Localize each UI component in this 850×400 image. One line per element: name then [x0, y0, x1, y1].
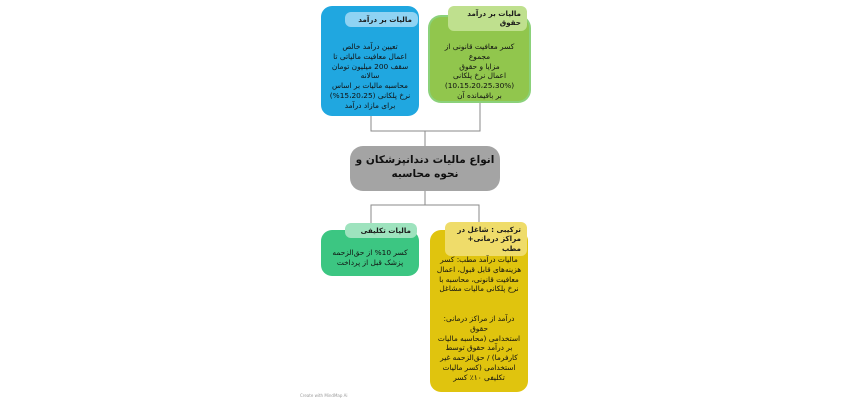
connector-salary	[425, 101, 480, 131]
watermark-footnote: Create with MindMap Ai	[300, 393, 348, 398]
connector-mixed	[425, 205, 479, 222]
central-topic-title: انواع مالیات دندانپزشکان و نحوه محاسبه	[355, 154, 495, 180]
node-income-tax-body: تعیین درآمد خالص اعمال معافیت مالیاتی تا سقف 200 میلیون تومان سالانه محاسبه مالیات بر اساس نرخ پلکانی (15،20،25%) برای مازاد درآمد	[329, 42, 411, 110]
node-duty-tax-body: کسر 10% از حق‌الزحمه پزشک قبل از پرداخت	[332, 248, 408, 267]
node-salary-tax[interactable]	[430, 9, 529, 101]
node-mixed-tax-body-centers: درآمد از مراکز درمانی: حقوق استخدامی (محاسبه مالیات بر درآمد حقوق توسط کارفرما) / حق‌الزحمه غیر استخدامی (کسر مالیات تکلیفی ۱۰٪ کسر	[437, 314, 521, 382]
node-salary-tax-title: مالیات بر درآمد حقوق	[448, 6, 527, 31]
node-mixed-tax[interactable]	[430, 225, 528, 392]
connector-income	[371, 116, 425, 146]
node-duty-tax-title: مالیات تکلیفی	[345, 223, 417, 238]
node-mixed-tax-body-practice: مالیات درآمد مطب: کسر هزینه‌های قابل قبول، اعمال معافیت قانونی، محاسبه با نرخ پلکانی مالیات مشاغل	[436, 255, 522, 294]
node-duty-tax[interactable]	[321, 226, 419, 276]
node-mixed-tax-title: ترکیبی : شاغل در مراکز درمانی+ مطب	[445, 222, 527, 256]
node-salary-tax-body: کسر معافیت قانونی از مجموع مزایا و حقوق اعمال نرخ پلکانی (10،15،20،25،30%) بر باقیمانده آن	[444, 42, 515, 100]
node-income-tax[interactable]	[321, 6, 419, 116]
central-topic[interactable]	[350, 146, 500, 191]
node-income-tax-title: مالیات بر درآمد	[345, 12, 418, 27]
